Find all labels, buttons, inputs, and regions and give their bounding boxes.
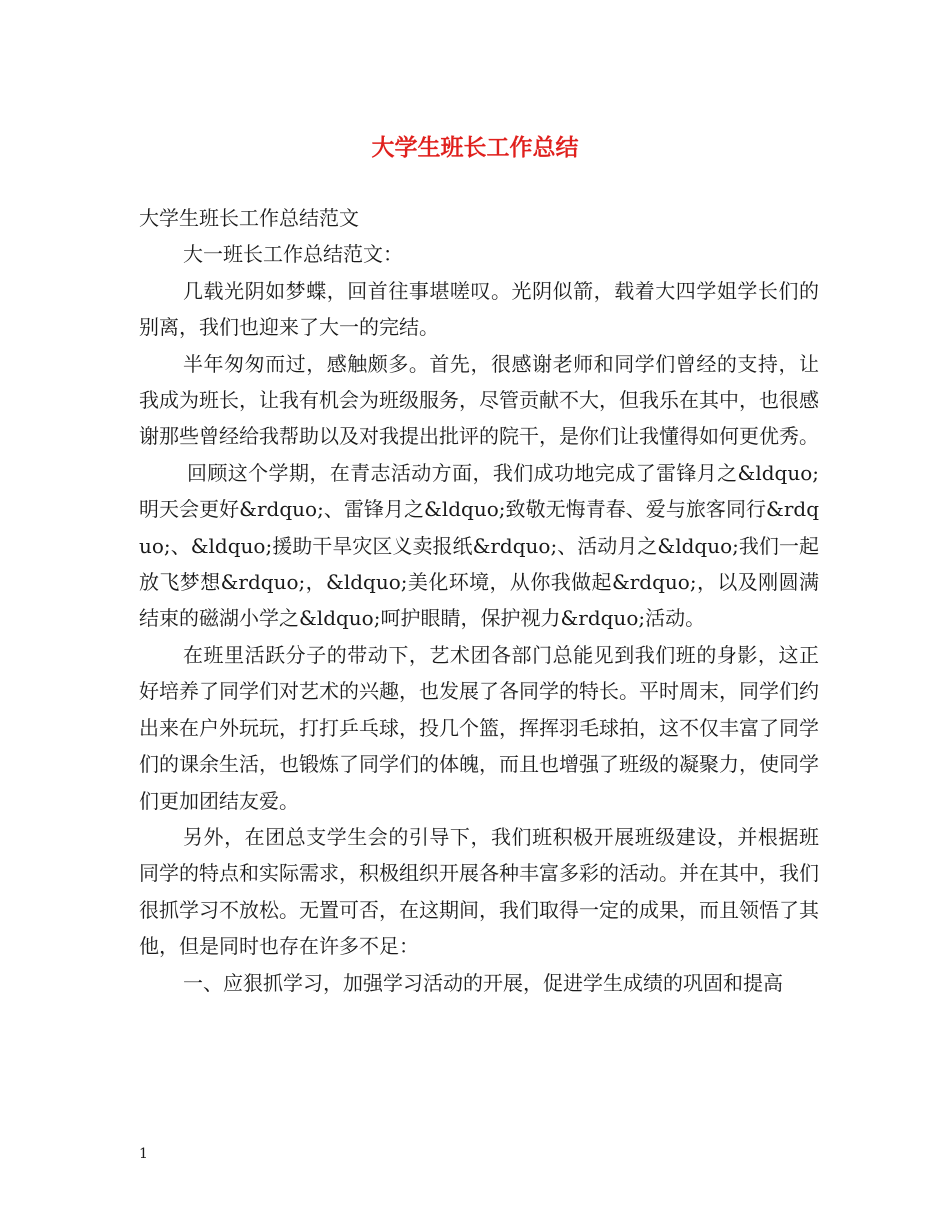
paragraph: 一、应狠抓学习，加强学习活动的开展，促进学生成绩的巩固和提高 — [183, 970, 783, 995]
paragraph: 在班里活跃分子的带动下，艺术团各部门总能见到我们班的身影，这正好培养了同学们对艺术的兴趣，也发展了各同学的特长。平时周末，同学们约出来在户外玩玩，打打乒乓球，投几个篮，挥挥羽毛球拍，这不仅丰富了同学们的课余生活，也锻炼了同学们的体魄，而且也增强了班级的凝聚力，使同学们更加团结友爱。 — [139, 642, 819, 813]
document-title: 大学生班长工作总结 — [371, 134, 579, 161]
paragraph: 半年匆匆而过，感触颇多。首先，很感谢老师和同学们曾经的支持，让我成为班长，让我有机会为班级服务，尽管贡献不大，但我乐在其中，也很感谢那些曾经给我帮助以及对我提出批评的院干，是你们让我懂得如何更优秀。 — [139, 351, 819, 449]
paragraph: 几载光阴如梦蝶，回首往事堪嗟叹。光阴似箭，载着大四学姐学长们的别离，我们也迎来了大一的完结。 — [139, 278, 819, 340]
paragraph: 回顾这个学期，在青志活动方面，我们成功地完成了雷锋月之&ldquo;明天会更好&rdquo;、雷锋月之&ldquo;致敬无悔青春、爱与旅客同行&rdquo;、&ldquo;援助干旱灾区义卖报纸&rdquo;、活动月之&ldquo;我们一起放飞梦想&rdquo;，&ldquo;美化环境，从你我做起&rdquo;，以及刚圆满结束的磁湖小学之&ldquo;呵护眼睛，保护视力&rdquo;活动。 — [139, 460, 819, 631]
section-heading: 大一班长工作总结范文： — [183, 242, 403, 267]
document-body — [139, 200, 819, 1001]
subtitle-line: 大学生班长工作总结范文 — [139, 206, 359, 230]
paragraph: 另外，在团总支学生会的引导下，我们班积极开展班级建设，并根据班同学的特点和实际需求，积极组织开展各种丰富多彩的活动。并在其中，我们很抓学习不放松。无置可否，在这期间，我们取得一定的成果，而且领悟了其他，但是同时也存在许多不足： — [139, 824, 819, 959]
page-number: 1 — [139, 1146, 148, 1162]
